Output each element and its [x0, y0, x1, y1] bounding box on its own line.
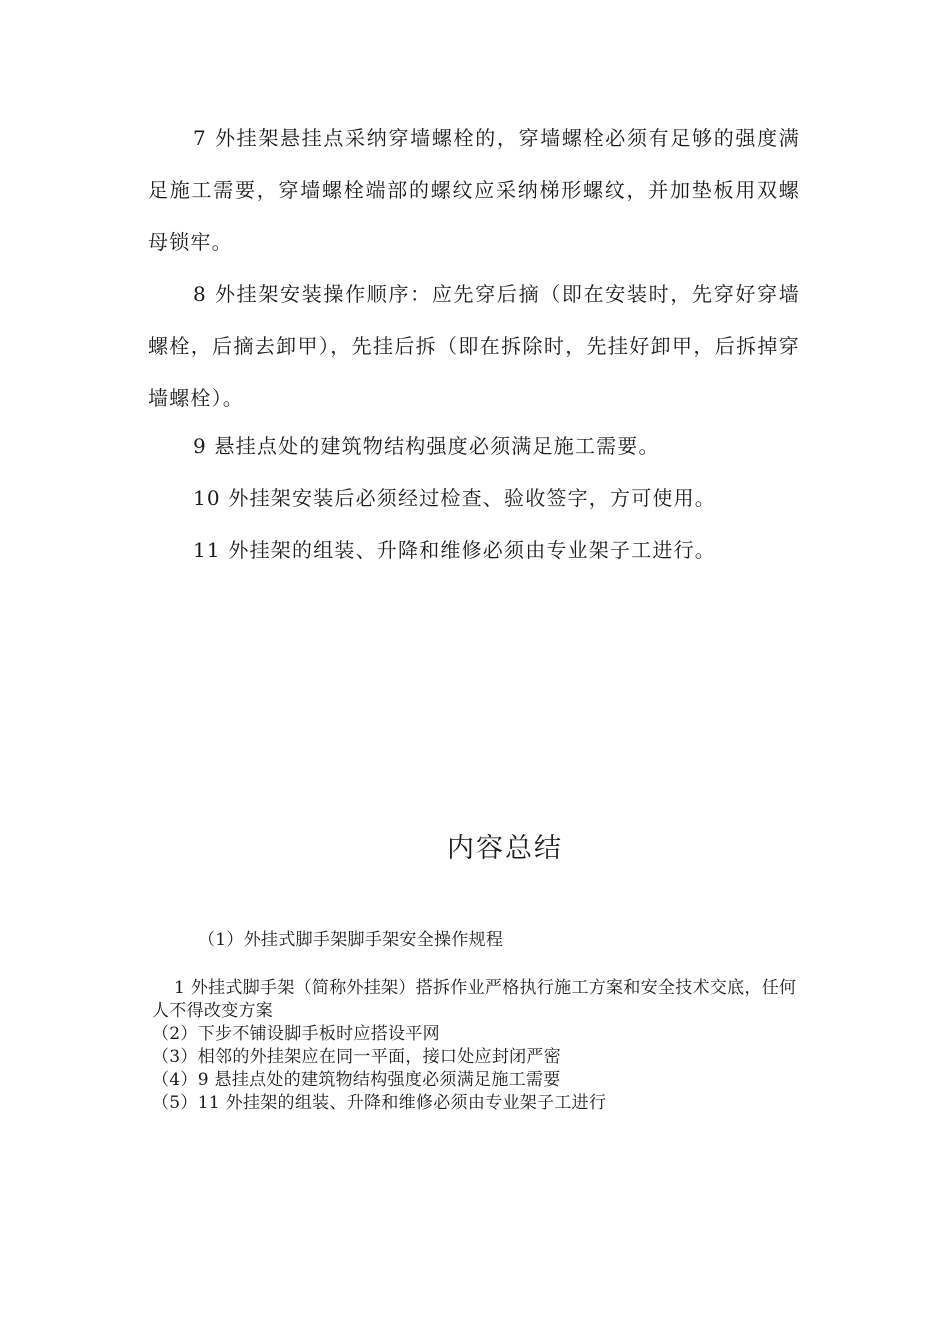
summary-item-1: 1 外挂式脚手架（简称外挂架）搭拆作业严格执行施工方案和安全技术交底，任何人不得改变方案 [152, 978, 797, 1021]
body-section-11 [148, 524, 800, 576]
body-section-7 [148, 112, 800, 268]
body-section-9 [148, 420, 800, 472]
body-section-10 [148, 472, 800, 524]
summary-item-2: （2）下步不铺设脚手板时应搭设平网 [152, 1024, 440, 1044]
summary-heading: （1）外挂式脚手架脚手架安全操作规程 [198, 930, 504, 950]
paragraph-7: 7 外挂架悬挂点采纳穿墙螺栓的，穿墙螺栓必须有足够的强度满足施工需要，穿墙螺栓端部的螺纹应采纳梯形螺纹，并加垫板用双螺母锁牢。 [148, 126, 800, 254]
summary-item-3: （3）相邻的外挂架应在同一平面，接口处应封闭严密 [152, 1047, 562, 1067]
summary-title: 内容总结 [447, 833, 563, 864]
paragraph-8: 8 外挂架安装操作顺序：应先穿后摘（即在安装时，先穿好穿墙螺栓，后摘去卸甲），先挂后拆（即在拆除时，先挂好卸甲，后拆掉穿墙螺栓）。 [148, 282, 800, 410]
summary-list [152, 977, 802, 1115]
paragraph-11: 11 外挂架的组装、升降和维修必须由专业架子工进行。 [193, 538, 717, 562]
paragraph-9: 9 悬挂点处的建筑物结构强度必须满足施工需要。 [193, 434, 660, 458]
summary-item-4: （4）9 悬挂点处的建筑物结构强度必须满足施工需要 [152, 1070, 561, 1090]
summary-item-5: （5）11 外挂架的组装、升降和维修必须由专业架子工进行 [152, 1093, 607, 1113]
paragraph-10: 10 外挂架安装后必须经过检查、验收签字，方可使用。 [193, 486, 717, 510]
body-section-8 [148, 268, 800, 424]
